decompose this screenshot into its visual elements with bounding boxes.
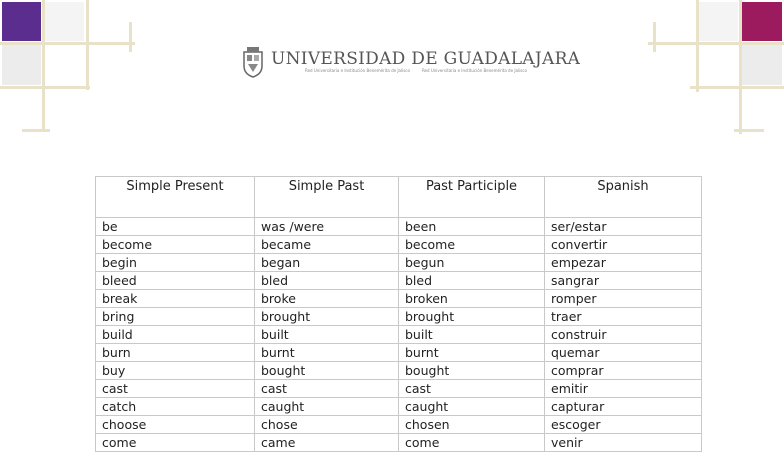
deco-line bbox=[0, 86, 90, 89]
table-cell: escoger bbox=[545, 416, 702, 434]
table-cell: bled bbox=[399, 272, 545, 290]
accent-square-right bbox=[742, 2, 782, 41]
table-cell: convertir bbox=[545, 236, 702, 254]
irregular-verbs-table bbox=[95, 176, 702, 452]
table-cell: was /were bbox=[255, 218, 399, 236]
table-cell: comprar bbox=[545, 362, 702, 380]
table-cell: brought bbox=[399, 308, 545, 326]
deco-line bbox=[739, 0, 742, 134]
table-cell: broke bbox=[255, 290, 399, 308]
logo-subtitle-left: Red Universitaria e Institución Benemérita de Jalisco bbox=[305, 68, 410, 73]
university-logo bbox=[241, 46, 580, 78]
column-header: Simple Past bbox=[255, 177, 399, 218]
table-row bbox=[96, 344, 702, 362]
table-cell: catch bbox=[96, 398, 255, 416]
table-cell: come bbox=[399, 434, 545, 452]
table-cell: been bbox=[399, 218, 545, 236]
table-header-row bbox=[96, 177, 702, 218]
table-cell: chosen bbox=[399, 416, 545, 434]
deco-line bbox=[696, 0, 699, 92]
table-cell: quemar bbox=[545, 344, 702, 362]
table-row bbox=[96, 308, 702, 326]
table-cell: broken bbox=[399, 290, 545, 308]
deco-line bbox=[734, 129, 764, 132]
table-row bbox=[96, 416, 702, 434]
table-cell: brought bbox=[255, 308, 399, 326]
deco-line bbox=[86, 0, 89, 90]
table-cell: burnt bbox=[255, 344, 399, 362]
table-cell: came bbox=[255, 434, 399, 452]
table-cell: built bbox=[255, 326, 399, 344]
table-cell: bought bbox=[399, 362, 545, 380]
deco-line bbox=[42, 0, 45, 130]
table-cell: break bbox=[96, 290, 255, 308]
table-cell: be bbox=[96, 218, 255, 236]
table-cell: sangrar bbox=[545, 272, 702, 290]
table-cell: built bbox=[399, 326, 545, 344]
table-row bbox=[96, 236, 702, 254]
table-body bbox=[96, 218, 702, 452]
table-cell: traer bbox=[545, 308, 702, 326]
table-cell: buy bbox=[96, 362, 255, 380]
table-cell: bought bbox=[255, 362, 399, 380]
table-cell: venir bbox=[545, 434, 702, 452]
table-cell: empezar bbox=[545, 254, 702, 272]
table-cell: cast bbox=[96, 380, 255, 398]
table-cell: construir bbox=[545, 326, 702, 344]
table-row bbox=[96, 290, 702, 308]
table-cell: build bbox=[96, 326, 255, 344]
table-row bbox=[96, 434, 702, 452]
table-cell: caught bbox=[255, 398, 399, 416]
table-row bbox=[96, 326, 702, 344]
grey-square bbox=[699, 2, 738, 41]
table-cell: began bbox=[255, 254, 399, 272]
table-cell: emitir bbox=[545, 380, 702, 398]
table-row bbox=[96, 218, 702, 236]
logo-subtitle-right: Red Universitaria e Institución Benemérita de Jalisco bbox=[421, 68, 527, 73]
logo-title: UNIVERSIDAD DE GUADALAJARA bbox=[271, 49, 581, 69]
table-cell: bring bbox=[96, 308, 255, 326]
table-cell: come bbox=[96, 434, 255, 452]
deco-line bbox=[690, 86, 784, 89]
deco-line bbox=[22, 129, 50, 132]
deco-line bbox=[653, 22, 656, 52]
column-header: Spanish bbox=[545, 177, 702, 218]
deco-line bbox=[129, 22, 132, 52]
table-cell: became bbox=[255, 236, 399, 254]
table-cell: chose bbox=[255, 416, 399, 434]
table-cell: cast bbox=[255, 380, 399, 398]
table-row bbox=[96, 398, 702, 416]
table-cell: bleed bbox=[96, 272, 255, 290]
table-row bbox=[96, 272, 702, 290]
deco-line bbox=[648, 42, 784, 45]
table-cell: begin bbox=[96, 254, 255, 272]
table-cell: capturar bbox=[545, 398, 702, 416]
accent-square-left bbox=[2, 2, 41, 41]
table-row bbox=[96, 362, 702, 380]
deco-line bbox=[0, 42, 135, 45]
table-row bbox=[96, 254, 702, 272]
table-cell: bled bbox=[255, 272, 399, 290]
column-header: Past Participle bbox=[399, 177, 545, 218]
table-cell: caught bbox=[399, 398, 545, 416]
table-cell: begun bbox=[399, 254, 545, 272]
grey-square bbox=[2, 45, 41, 85]
grey-square bbox=[45, 2, 84, 41]
table-cell: become bbox=[399, 236, 545, 254]
table-cell: ser/estar bbox=[545, 218, 702, 236]
table-cell: romper bbox=[545, 290, 702, 308]
table-cell: choose bbox=[96, 416, 255, 434]
table-cell: cast bbox=[399, 380, 545, 398]
grey-square bbox=[742, 45, 782, 85]
column-header: Simple Present bbox=[96, 177, 255, 218]
table-cell: become bbox=[96, 236, 255, 254]
table-row bbox=[96, 380, 702, 398]
crest-icon bbox=[241, 46, 265, 78]
table-cell: burn bbox=[96, 344, 255, 362]
table-cell: burnt bbox=[399, 344, 545, 362]
